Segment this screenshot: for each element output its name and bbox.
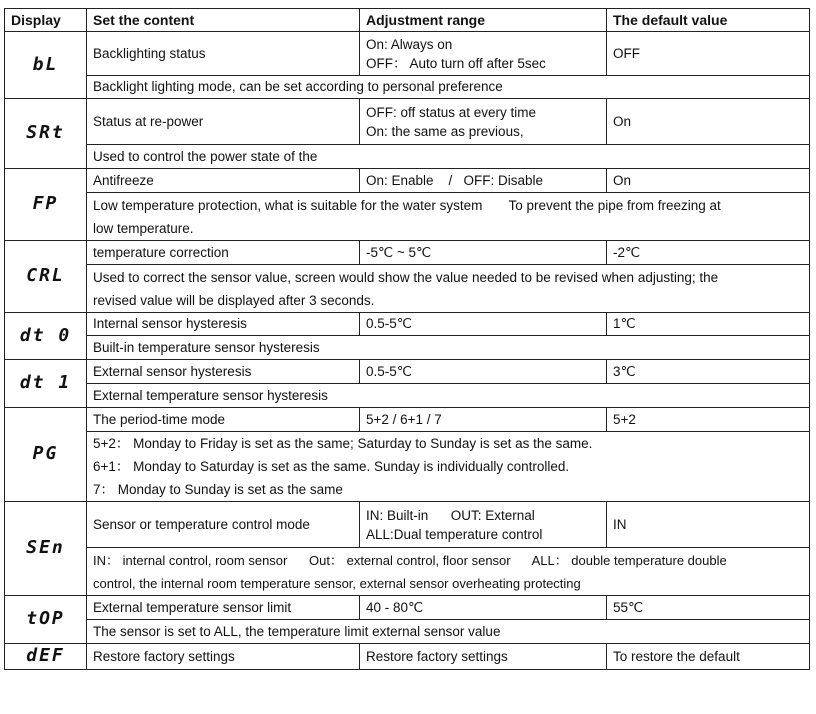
range-cell: -5℃ ~ 5℃ — [360, 241, 607, 265]
display-code: SEn — [26, 537, 65, 558]
content-cell: Antifreeze — [87, 169, 360, 193]
display-code: PG — [32, 443, 59, 464]
range-cell: 5+2 / 6+1 / 7 — [360, 408, 607, 432]
note-row — [5, 193, 810, 241]
note-row — [5, 432, 810, 502]
note-line: 7： Monday to Sunday is set as the same — [93, 482, 343, 497]
content-cell: Restore factory settings — [87, 644, 360, 670]
note-cell: External temperature sensor hysteresis — [87, 384, 810, 408]
display-code-cell — [5, 241, 87, 313]
range-cell: Restore factory settings — [360, 644, 607, 670]
note-row — [5, 620, 810, 644]
header-range: Adjustment range — [360, 9, 607, 32]
note-line: low temperature. — [93, 220, 194, 236]
display-code: bL — [32, 53, 59, 75]
display-code: SRt — [26, 122, 65, 143]
content-cell: Backlighting status — [87, 32, 360, 76]
note-cell — [87, 265, 810, 313]
content-cell: Sensor or temperature control mode — [87, 502, 360, 548]
header-content: Set the content — [87, 9, 360, 32]
table-row — [5, 313, 810, 336]
table-row — [5, 644, 810, 670]
display-code: FP — [32, 193, 59, 214]
note-cell: The sensor is set to ALL, the temperature limit external sensor value — [87, 620, 810, 644]
default-cell: 5+2 — [607, 408, 810, 432]
range-cell: 40 - 80℃ — [360, 596, 607, 620]
display-code-cell — [5, 99, 87, 169]
default-cell: 1℃ — [607, 313, 810, 336]
display-code-cell — [5, 408, 87, 502]
range-cell — [360, 32, 607, 76]
default-cell: -2℃ — [607, 241, 810, 265]
note-row — [5, 145, 810, 169]
display-code: dEF — [26, 645, 65, 666]
display-code: tOP — [26, 608, 65, 629]
note-cell — [87, 193, 810, 241]
note-cell: Used to control the power state of the — [87, 145, 810, 169]
default-cell: On — [607, 99, 810, 145]
note-line: Used to correct the sensor value, screen would show the value needed to be revised when adjusting; the — [93, 269, 719, 285]
display-code-cell — [5, 169, 87, 241]
content-cell: External sensor hysteresis — [87, 360, 360, 384]
table-row — [5, 360, 810, 384]
range-cell: 0.5-5℃ — [360, 313, 607, 336]
range-cell — [360, 502, 607, 548]
display-code-cell — [5, 502, 87, 596]
range-line: OFF： Auto turn off after 5sec — [366, 55, 546, 71]
range-cell: On: Enable / OFF: Disable — [360, 169, 607, 193]
default-cell: IN — [607, 502, 810, 548]
table-row — [5, 169, 810, 193]
note-cell — [87, 548, 810, 596]
display-code: dt 0 — [19, 324, 72, 346]
default-cell: 55℃ — [607, 596, 810, 620]
note-cell: Backlight lighting mode, can be set according to personal preference — [87, 76, 810, 99]
table-row — [5, 408, 810, 432]
display-code-cell — [5, 360, 87, 408]
note-line: 6+1： Monday to Saturday is set as the same. Sunday is individually controlled. — [93, 459, 570, 474]
note-cell: Built-in temperature sensor hysteresis — [87, 336, 810, 360]
display-code-cell — [5, 644, 87, 670]
default-cell: OFF — [607, 32, 810, 76]
display-code-cell — [5, 32, 87, 99]
range-line: OFF: off status at every time — [366, 104, 537, 120]
range-line: On: Always on — [366, 36, 453, 52]
note-row — [5, 548, 810, 596]
note-line: control, the internal room temperature sensor, external sensor overheating protecting — [93, 575, 581, 591]
default-cell: On — [607, 169, 810, 193]
content-cell: temperature correction — [87, 241, 360, 265]
content-cell: The period-time mode — [87, 408, 360, 432]
content-cell: Status at re-power — [87, 99, 360, 145]
note-row — [5, 336, 810, 360]
note-line: revised value will be displayed after 3 seconds. — [93, 292, 375, 308]
note-line: 5+2： Monday to Friday is set as the same; Saturday to Sunday is set as the same. — [93, 436, 593, 451]
table-row — [5, 502, 810, 548]
default-cell: To restore the default — [607, 644, 810, 670]
note-line: Low temperature protection, what is suitable for the water system To prevent the pipe from freezing at — [93, 197, 721, 213]
content-cell: External temperature sensor limit — [87, 596, 360, 620]
display-code: CRL — [26, 265, 65, 286]
note-cell — [87, 432, 810, 502]
header-display: Display — [5, 9, 87, 32]
display-code-cell — [5, 313, 87, 360]
range-cell: 0.5-5℃ — [360, 360, 607, 384]
table-row — [5, 241, 810, 265]
content-cell: Internal sensor hysteresis — [87, 313, 360, 336]
table-row — [5, 32, 810, 76]
note-row — [5, 265, 810, 313]
display-code-cell — [5, 596, 87, 644]
header-default: The default value — [607, 9, 810, 32]
range-line: On: the same as previous, — [366, 123, 524, 139]
note-row — [5, 76, 810, 99]
range-line: ALL:Dual temperature control — [366, 526, 543, 542]
table-row — [5, 596, 810, 620]
note-line: IN： internal control, room sensor Out： external control, floor sensor ALL： double temperature double — [93, 552, 727, 568]
settings-table — [4, 8, 810, 670]
note-row — [5, 384, 810, 408]
range-line: IN: Built-in OUT: External — [366, 507, 535, 523]
table-row — [5, 99, 810, 145]
display-code: dt 1 — [19, 372, 72, 393]
default-cell: 3℃ — [607, 360, 810, 384]
header-row — [5, 9, 810, 32]
range-cell — [360, 99, 607, 145]
